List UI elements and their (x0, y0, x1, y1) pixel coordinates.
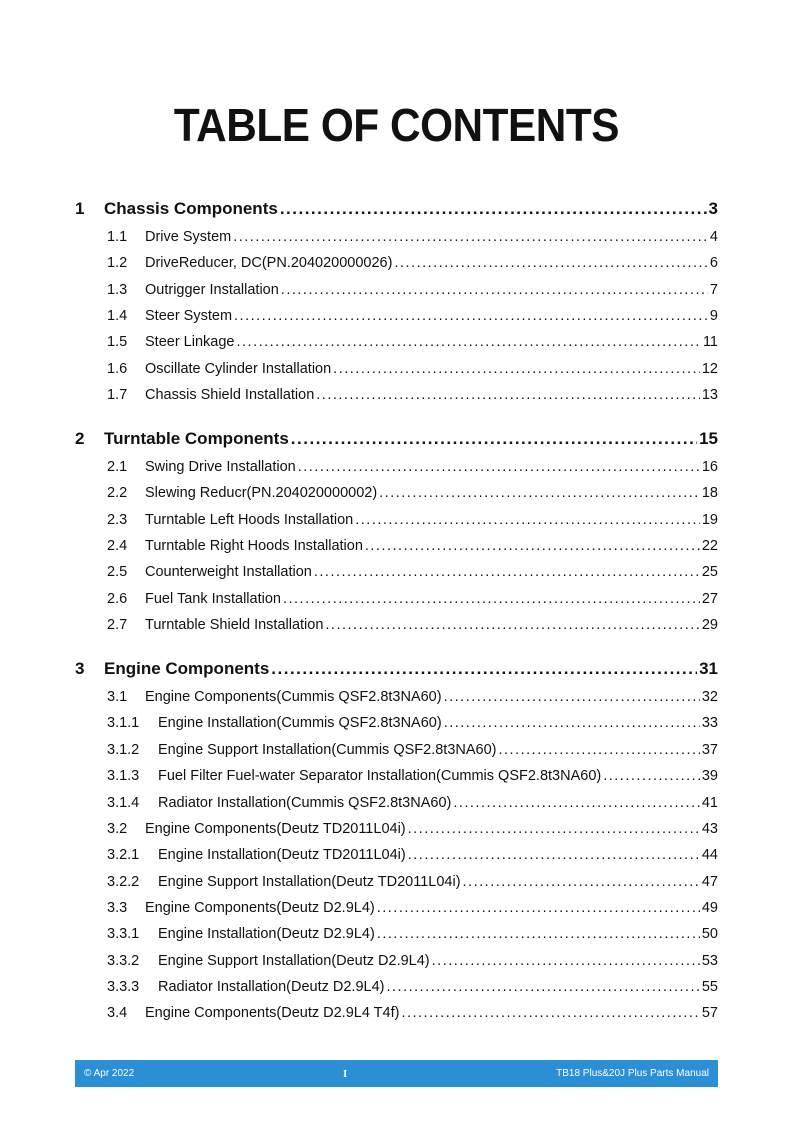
toc-entry[interactable] (75, 308, 718, 324)
footer-manual-title: TB18 Plus&20J Plus Parts Manual (556, 1068, 709, 1079)
toc-entry-label: Turntable Left Hoods Installation (145, 512, 354, 528)
toc-dot-leader (377, 926, 700, 942)
toc-entry-number: 3 (75, 659, 85, 678)
toc-entry-page: 11 (702, 334, 718, 350)
toc-entry-page: 15 (699, 429, 718, 448)
footer-page-number: I (343, 1067, 348, 1080)
toc-entry-number: 3.1 (107, 689, 128, 705)
toc-dot-leader (365, 538, 700, 554)
toc-entry-label: Radiator Installation(Cummis QSF2.8t3NA60) (158, 795, 452, 811)
toc-entry-page: 13 (701, 387, 718, 403)
toc-entry[interactable] (75, 387, 718, 403)
toc-entry-number: 1.7 (107, 387, 128, 403)
toc-entry[interactable] (75, 821, 718, 837)
footer-date: © Apr 2022 (84, 1068, 135, 1079)
toc-entry-number: 3.2 (107, 821, 128, 837)
toc-entry-number: 3.3.2 (107, 953, 140, 969)
toc-entry-number: 1.2 (107, 255, 128, 271)
toc-entry-page: 18 (701, 485, 718, 501)
toc-dot-leader (444, 715, 700, 731)
toc-dot-leader (325, 617, 699, 633)
toc-dot-leader (233, 229, 708, 245)
toc-entry[interactable] (75, 334, 718, 350)
page-title: TABLE OF CONTENTS (173, 99, 620, 151)
toc-entry-page: 12 (701, 361, 718, 377)
toc-entry-label: Engine Components(Deutz TD2011L04i) (145, 821, 406, 837)
toc-entry-page: 25 (701, 564, 718, 580)
toc-entry-label: Drive System (145, 229, 232, 245)
toc-entry-label: Turntable Right Hoods Installation (145, 538, 363, 554)
toc-entry-label: Engine Support Installation(Deutz D2.9L4) (158, 953, 430, 969)
toc-entry-page: 32 (701, 689, 718, 705)
page-footer (75, 1060, 718, 1087)
toc-dot-leader (453, 795, 700, 811)
toc-entry-number: 3.4 (107, 1005, 128, 1021)
toc-entry[interactable] (75, 429, 718, 449)
toc-entry-label: Oscillate Cylinder Installation (145, 361, 332, 377)
toc-entry-number: 3.1.4 (107, 795, 140, 811)
toc-entry[interactable] (75, 512, 718, 528)
toc-entry-page: 39 (701, 768, 718, 784)
toc-entry-label: Fuel Filter Fuel-water Separator Installation(Cummis QSF2.8t3NA60) (158, 768, 602, 784)
toc-entry-page: 53 (701, 953, 718, 969)
toc-entry-page: 41 (701, 795, 718, 811)
toc-entry-label: Steer System (145, 308, 233, 324)
toc-entry-number: 3.3.3 (107, 979, 140, 995)
toc-entry-number: 3.3.1 (107, 926, 140, 942)
toc-entry-number: 1.3 (107, 282, 128, 298)
toc-dot-leader (408, 821, 700, 837)
toc-dot-leader (333, 361, 700, 377)
toc-entry[interactable] (75, 874, 718, 890)
toc-entry-page: 7 (709, 282, 718, 298)
toc-entry-label: Turntable Components (104, 429, 289, 448)
toc-entry[interactable] (75, 591, 718, 607)
toc-dot-leader (408, 847, 700, 863)
toc-entry-number: 1.5 (107, 334, 128, 350)
toc-entry-page: 3 (708, 199, 718, 218)
toc-dot-leader (280, 199, 707, 219)
toc-dot-leader (283, 591, 700, 607)
toc-entry-page: 57 (701, 1005, 718, 1021)
toc-entry-number: 2.4 (107, 538, 128, 554)
toc-dot-leader (234, 308, 708, 324)
toc-dot-leader (316, 387, 700, 403)
toc-entry-page: 37 (701, 742, 718, 758)
toc-entry[interactable] (75, 229, 718, 245)
toc-entry-page: 49 (701, 900, 718, 916)
toc-entry-page: 6 (709, 255, 718, 271)
toc-entry-label: Swing Drive Installation (145, 459, 296, 475)
toc-dot-leader (499, 742, 700, 758)
toc-entry-number: 1.4 (107, 308, 128, 324)
toc-dot-leader (314, 564, 700, 580)
toc-entry-label: Engine Support Installation(Cummis QSF2.8t3NA60) (158, 742, 497, 758)
toc-entry-number: 2 (75, 429, 85, 448)
toc-entry[interactable] (75, 361, 718, 377)
toc-entry-page: 33 (701, 715, 718, 731)
toc-entry[interactable] (75, 1005, 718, 1021)
toc-entry[interactable] (75, 538, 718, 554)
toc-entry-number: 3.2.2 (107, 874, 140, 890)
toc-entry-label: Outrigger Installation (145, 282, 279, 298)
toc-entry[interactable] (75, 282, 718, 298)
toc-entry-page: 50 (701, 926, 718, 942)
toc-entry-label: Engine Installation(Cummis QSF2.8t3NA60) (158, 715, 442, 731)
toc-entry[interactable] (75, 564, 718, 580)
toc-entry-number: 2.7 (107, 617, 128, 633)
toc-entry-page: 47 (701, 874, 718, 890)
toc-dot-leader (236, 334, 700, 350)
toc-entry[interactable] (75, 926, 718, 942)
toc-entry[interactable] (75, 617, 718, 633)
toc-entry-label: Counterweight Installation (145, 564, 312, 580)
toc-entry-number: 2.1 (107, 459, 128, 475)
toc-dot-leader (291, 429, 697, 449)
toc-dot-leader (298, 459, 700, 475)
toc-entry-page: 16 (701, 459, 718, 475)
toc-dot-leader (463, 874, 700, 890)
toc-entry[interactable] (75, 742, 718, 758)
toc-entry-label: Engine Components (104, 659, 270, 678)
toc-entry[interactable] (75, 199, 718, 219)
toc-entry-number: 3.1.1 (107, 715, 140, 731)
toc-entry[interactable] (75, 953, 718, 969)
toc-entry-number: 1.1 (107, 229, 128, 245)
toc-entry-page: 31 (699, 659, 718, 678)
toc-entry-number: 1.6 (107, 361, 128, 377)
toc-dot-leader (355, 512, 700, 528)
toc-entry-label: Engine Support Installation(Deutz TD2011L04i) (158, 874, 461, 890)
toc-dot-leader (281, 282, 708, 298)
toc-dot-leader (432, 953, 700, 969)
toc-entry-label: Engine Components(Deutz D2.9L4 T4f) (145, 1005, 400, 1021)
toc-entry[interactable] (75, 795, 718, 811)
toc-entry-label: Engine Installation(Deutz D2.9L4) (158, 926, 375, 942)
toc-entry-page: 43 (701, 821, 718, 837)
toc-entry-page: 19 (701, 512, 718, 528)
toc-entry[interactable] (75, 255, 718, 271)
toc-entry-page: 29 (701, 617, 718, 633)
toc-entry-label: Engine Components(Cummis QSF2.8t3NA60) (145, 689, 442, 705)
toc-entry-label: Chassis Components (104, 199, 278, 218)
toc-entry-number: 2.5 (107, 564, 128, 580)
toc-entry-number: 3.2.1 (107, 847, 140, 863)
toc-entry[interactable] (75, 715, 718, 731)
toc-dot-leader (377, 900, 700, 916)
toc-entry-number: 3.1.3 (107, 768, 140, 784)
toc-dot-leader (401, 1005, 699, 1021)
toc-entry-number: 2.2 (107, 485, 128, 501)
toc-dot-leader (394, 255, 707, 271)
toc-entry[interactable] (75, 979, 718, 995)
toc-entry-page: 22 (701, 538, 718, 554)
toc-entry-number: 2.6 (107, 591, 128, 607)
toc-entry-label: Slewing Reducr(PN.204020000002) (145, 485, 378, 501)
toc-entry-label: Steer Linkage (145, 334, 235, 350)
toc-entry-page: 55 (701, 979, 718, 995)
toc-entry[interactable] (75, 659, 718, 679)
toc-entry-number: 1 (75, 199, 85, 218)
toc-entry[interactable] (75, 689, 718, 705)
toc-entry-number: 3.3 (107, 900, 128, 916)
toc-entry-label: Turntable Shield Installation (145, 617, 324, 633)
toc-entry-label: Fuel Tank Installation (145, 591, 281, 607)
toc-entry-page: 4 (709, 229, 718, 245)
toc-entry-label: Radiator Installation(Deutz D2.9L4) (158, 979, 385, 995)
toc-entry[interactable] (75, 459, 718, 475)
toc-entry[interactable] (75, 900, 718, 916)
toc-entry-number: 3.1.2 (107, 742, 140, 758)
toc-dot-leader (379, 485, 700, 501)
toc-entry-number: 2.3 (107, 512, 128, 528)
toc-entry-page: 27 (701, 591, 718, 607)
toc-entry[interactable] (75, 485, 718, 501)
toc-entry-page: 44 (701, 847, 718, 863)
toc-entry-label: Chassis Shield Installation (145, 387, 315, 403)
toc-dot-leader (386, 979, 699, 995)
toc-entry-label: DriveReducer, DC(PN.204020000026) (145, 255, 393, 271)
toc-dot-leader (603, 768, 700, 784)
toc-dot-leader (444, 689, 700, 705)
toc-entry-label: Engine Installation(Deutz TD2011L04i) (158, 847, 406, 863)
toc-entry-page: 9 (709, 308, 718, 324)
toc-dot-leader (271, 659, 697, 679)
toc-entry[interactable] (75, 847, 718, 863)
toc-entry-label: Engine Components(Deutz D2.9L4) (145, 900, 375, 916)
toc-entry[interactable] (75, 768, 718, 784)
